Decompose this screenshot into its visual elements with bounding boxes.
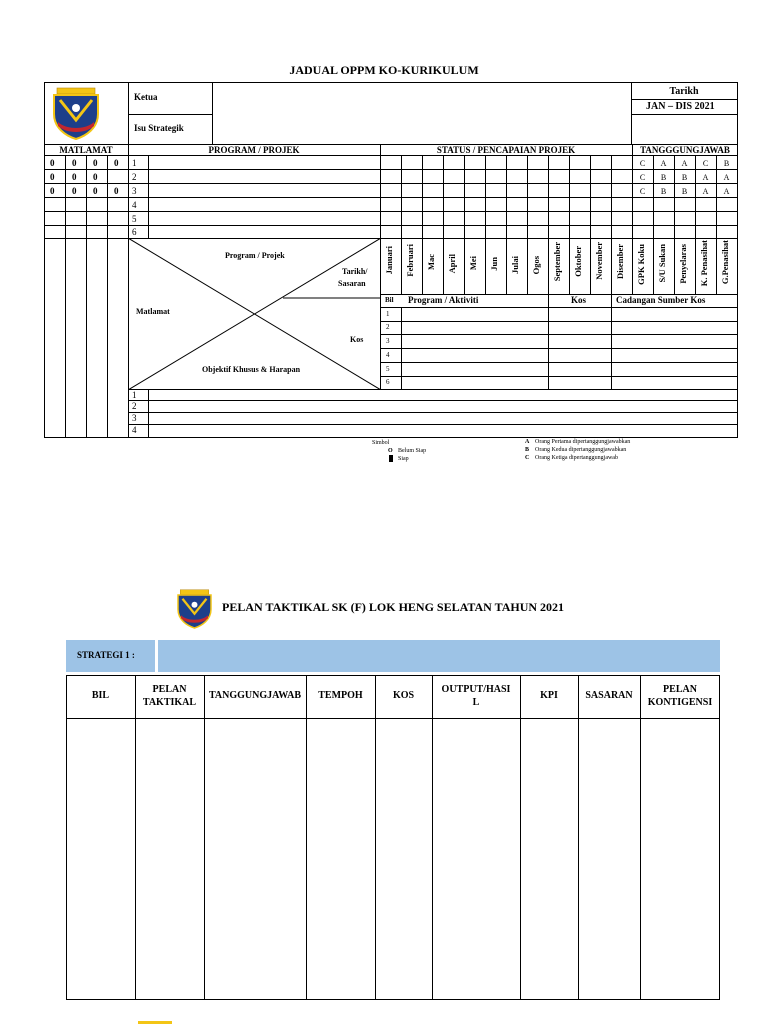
resp-cell: B <box>723 159 730 168</box>
resp-cell: A <box>681 159 688 168</box>
month-label: Julai <box>510 256 520 274</box>
column-kpi: KPI <box>540 690 558 702</box>
school-crest-logo <box>50 86 102 140</box>
matlamat-cell: 0 <box>114 158 119 168</box>
matlamat-cell: 0 <box>93 186 98 196</box>
objective-number: 2 <box>132 401 137 411</box>
activity-number: 3 <box>386 337 390 345</box>
legend-b-symbol: B <box>525 447 530 453</box>
role-label: S/U Sukan <box>657 244 667 283</box>
column-pelan-taktikal: PELAN TAKTIKAL <box>142 684 197 708</box>
month-label: November <box>594 242 604 280</box>
month-label: Januari <box>384 246 394 275</box>
activity-number: 1 <box>386 310 390 318</box>
strategi-input-cell[interactable] <box>158 640 720 672</box>
resp-cell: A <box>660 159 667 168</box>
school-crest-logo <box>175 587 214 630</box>
tarikh-label: Tarikh <box>669 86 699 97</box>
diagram-program-label: Program / Projek <box>225 251 285 260</box>
legend-a-symbol: A <box>525 439 530 445</box>
tactical-table <box>66 675 720 1000</box>
legend-belum-siap: Belum Siap <box>398 448 427 454</box>
matlamat-cell: 0 <box>114 186 119 196</box>
activity-number: 5 <box>386 365 390 373</box>
program-number: 5 <box>132 214 137 224</box>
role-label: G.Penasihat <box>720 240 730 285</box>
resp-cell: A <box>723 173 730 182</box>
legend-o-symbol: O <box>388 448 393 454</box>
column-tanggungjawab: TANGGUNGJAWAB <box>208 690 302 702</box>
column-sasaran: SASARAN <box>585 690 633 702</box>
role-label: K. Penasihat <box>699 240 709 287</box>
activity-kos-header: Kos <box>571 295 587 305</box>
program-number: 6 <box>132 227 137 237</box>
diagram-tarikh-label: Tarikh/ <box>342 267 368 276</box>
column-output-hasil: OUTPUT/HASI L <box>441 684 511 708</box>
matlamat-cell: 0 <box>72 158 77 168</box>
diagram-objektif-label: Objektif Khusus & Harapan <box>202 365 301 374</box>
legend-siap: Siap <box>398 456 409 462</box>
objective-number: 1 <box>132 390 137 400</box>
diagram-kos-label: Kos <box>350 335 364 344</box>
activity-number: 6 <box>386 378 390 386</box>
objective-number: 3 <box>132 413 137 423</box>
pelan-title: PELAN TAKTIKAL SK (F) LOK HENG SELATAN TAHUN 2021 <box>222 600 565 614</box>
activity-number: 2 <box>386 323 390 331</box>
matlamat-cell: 0 <box>50 158 55 168</box>
resp-cell: B <box>681 187 688 196</box>
diagram-sasaran-label: Sasaran <box>338 279 366 288</box>
matlamat-cell: 0 <box>93 158 98 168</box>
matlamat-cell: 0 <box>93 172 98 182</box>
matlamat-cell: 0 <box>50 172 55 182</box>
activity-program-header: Program / Aktiviti <box>408 295 479 305</box>
month-label: Februari <box>405 244 415 277</box>
role-label: GPK Koku <box>636 244 646 285</box>
objective-number: 4 <box>132 425 137 435</box>
activity-number: 4 <box>386 351 390 359</box>
activity-bil-header: Bil <box>385 296 394 304</box>
month-label: Ogos <box>531 256 541 275</box>
matlamat-cell: 0 <box>50 186 55 196</box>
legend-siap-marker <box>389 455 393 462</box>
matlamat-cell: 0 <box>72 186 77 196</box>
legend-a-text: Orang Pertama dipertanggungjawabkan <box>535 439 631 445</box>
resp-cell: C <box>639 173 646 182</box>
activity-sumber-header: Cadangan Sumber Kos <box>616 295 706 305</box>
month-label: Oktober <box>573 246 583 277</box>
month-label: Disember <box>615 244 625 279</box>
month-label: Mac <box>426 254 436 271</box>
resp-cell: A <box>702 187 709 196</box>
matlamat-cell: 0 <box>72 172 77 182</box>
column-pelan-kontigensi: PELAN KONTIGENSI <box>647 684 713 708</box>
role-label: Penyelaras <box>678 244 688 284</box>
resp-cell: A <box>702 173 709 182</box>
legend-c-symbol: C <box>525 455 530 461</box>
program-number: 4 <box>132 200 137 210</box>
month-label: Mei <box>468 256 478 271</box>
resp-cell: C <box>639 159 646 168</box>
column-bil: BIL <box>91 690 110 702</box>
program-number: 1 <box>132 158 137 168</box>
month-label: September <box>552 242 562 282</box>
strategi-label: STRATEGI 1 : <box>77 650 135 660</box>
tanggungjawab-header: TANGGGUNGJAWAB <box>640 145 730 155</box>
resp-cell: C <box>702 159 709 168</box>
legend-c-text: Orang Ketiga dipertanggungjawab <box>535 455 618 461</box>
resp-cell: A <box>723 187 730 196</box>
resp-cell: B <box>660 173 667 182</box>
isu-strategik-label: Isu Strategik <box>134 123 184 133</box>
resp-cell: C <box>639 187 646 196</box>
resp-cell: B <box>660 187 667 196</box>
program-header: PROGRAM / PROJEK <box>208 145 300 155</box>
legend-simbol: Simbol <box>372 440 390 446</box>
oppm-title: JADUAL OPPM KO-KURIKULUM <box>289 63 479 77</box>
column-kos: KOS <box>392 690 415 702</box>
diagram-matlamat-label: Matlamat <box>136 307 170 316</box>
resp-cell: B <box>681 173 688 182</box>
ketua-label: Ketua <box>134 92 158 102</box>
month-label: Jun <box>489 257 499 271</box>
program-number: 3 <box>132 186 137 196</box>
status-header: STATUS / PENCAPAIAN PROJEK <box>436 145 576 155</box>
column-tempoh: TEMPOH <box>318 690 363 702</box>
legend-b-text: Orang Kedua dipertanggungjawabkan <box>535 447 627 453</box>
program-number: 2 <box>132 172 137 182</box>
tarikh-value: JAN – DIS 2021 <box>646 101 715 112</box>
matlamat-header: MATLAMAT <box>59 145 113 155</box>
month-label: April <box>447 254 457 274</box>
